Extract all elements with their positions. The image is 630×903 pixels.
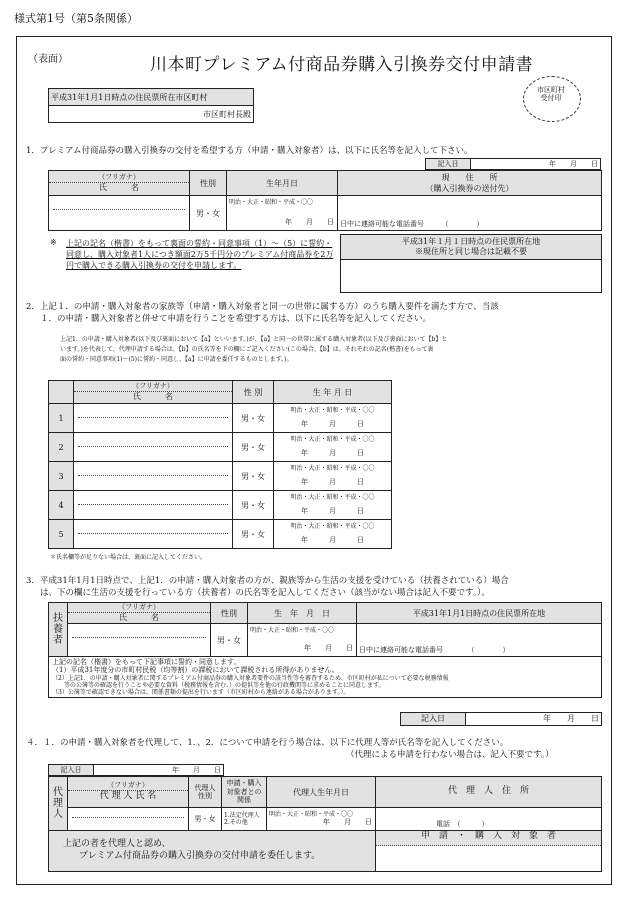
section3-date-value[interactable]: 年 月 日 [466, 713, 602, 726]
form-number: 様式第1号（第5条関係） [14, 12, 138, 25]
section3-table [48, 602, 602, 698]
section1-table [48, 170, 602, 231]
section2-row-furigana-input[interactable] [78, 492, 228, 505]
addressee-box [48, 88, 254, 123]
section2-row-sex-select[interactable]: 男・女 [233, 520, 274, 549]
section1-phone[interactable]: 日中に連絡可能な電話番号 （ ） [340, 219, 484, 228]
section3-date-box [400, 712, 602, 726]
section1-date-label: 記入日 [426, 159, 471, 170]
section3-heading-l1: 3．平成31年1月1日時点で、上記1．の申請・購入対象者の方が、親族等から生活の支援を受けている（扶養されている）場合 [26, 576, 509, 586]
section2-row-furigana-input[interactable] [78, 434, 228, 447]
section2-row-era-options[interactable]: 明治・大正・昭和・平成・〇〇 [290, 465, 375, 473]
section3-note: 等の公簿等の確認を行うことや必要な資料（税務情報を含む。）の提供等を他の行政機関等に求めることに同意します。 [52, 681, 385, 689]
section2-row-number: 1 [49, 404, 74, 433]
section1-note: 上記の記名（楷書）をもって裏面の誓約・同意事項（1）〜（5）に誓約・同意し、購入対象者1人につき額面2万5千円分のプレミアム付商品券を2万円で購入できる購入引換券の交付を申請します。 [66, 239, 334, 270]
section2-heading-l2: １．の申請・購入対象者と併せて申請を行うことを希望する方は、以下に氏名等を記入してください。 [40, 314, 432, 324]
section2-row-number: 2 [49, 433, 74, 462]
side-label: （表面） [28, 54, 68, 65]
section2-note-l2: います。)を代表して、代理申請する場合は、【b】の氏名等を下の欄にご記入ください(この場合、【b】は、それぞれの記名(楷書)をもって裏 [60, 346, 434, 353]
section4-address-header: 代 理 人 住 所 [376, 777, 602, 808]
section2-note-l1: 上記1．の申請・購入対象者(以下及び裏面において【a】といいます。)が、【a】と同一の世帯に属する購入対象者(以下及び裏面において【b】と [60, 336, 448, 343]
section1-sex-select[interactable]: 男・女 [190, 196, 227, 231]
section4-name-input[interactable] [72, 818, 184, 830]
section2-heading-l1: 2．上記１．の申請・購入対象者の家族等（申請・購入対象者と同一の世帯に属する方）のうち購入要件を満たす方で、当該 [26, 302, 499, 312]
section2-note-l3: 面の誓約・同意事項(1)〜(5)に誓約・同意し、【a】に申請を委任するものとします。)。 [60, 356, 293, 363]
section2-name-header: 氏 名 [133, 391, 173, 401]
section1-birth-ymd[interactable]: 年 月 日 [285, 218, 334, 227]
section2-row-number: 4 [49, 491, 74, 520]
section3-note: （1）平成31年度分の市町村民税（均等割）の課税において課税される所得がありません。 [52, 666, 339, 675]
section4-birth-ymd[interactable]: 年 月 日 [323, 818, 372, 827]
section3-date-label: 記入日 [401, 713, 466, 726]
section2-row-name-input[interactable] [78, 476, 228, 490]
section1-date-value[interactable]: 年 月 日 [471, 159, 601, 170]
section4-heading-l2: （代理による申請を行わない場合は、記入不要です。） [346, 750, 554, 760]
section4-furigana-header: （フリガナ） [68, 781, 188, 790]
form-title: 川本町プレミアム付商品券購入引換券交付申請書 [150, 55, 534, 75]
residence-title: 平成31年１月１日時点の住民票所在地 [401, 237, 541, 246]
section4-date-value[interactable]: 年 月 日 [94, 765, 224, 776]
section4-table [48, 776, 602, 872]
section1-furigana-input[interactable] [53, 197, 185, 210]
section1-address-sub: （購入引換券の送付先） [425, 184, 514, 193]
section2-row-name-input[interactable] [78, 505, 228, 519]
section2-row-name-input[interactable] [78, 418, 228, 432]
section2-row-era-options[interactable]: 明治・大正・昭和・平成・〇〇 [290, 436, 375, 444]
section2-row-name-input[interactable] [78, 534, 228, 548]
section3-name-input[interactable] [72, 638, 206, 656]
section2-row-era-options[interactable]: 明治・大正・昭和・平成・〇〇 [290, 494, 375, 502]
residence-input[interactable] [341, 260, 602, 293]
section4-furigana-input[interactable] [72, 809, 184, 818]
section3-residence-header: 平成31年1月1日時点の住民票所在地 [357, 603, 602, 624]
applicant-header: 申 請 ・ 購 入 対 象 者 [376, 831, 601, 846]
section3-name-header: 氏 名 [119, 612, 159, 622]
section1-date-box [425, 158, 601, 170]
section2-furigana-header: （フリガナ） [74, 382, 232, 391]
section2-row-furigana-input[interactable] [78, 463, 228, 476]
section4-relation-header: 申請・購入 対象者との 関係 [222, 777, 267, 808]
section2-table [48, 380, 392, 549]
section2-row-furigana-input[interactable] [78, 405, 228, 418]
section3-birth-ymd[interactable]: 年 月 日 [304, 644, 353, 653]
section2-sex-header: 性 別 [233, 381, 274, 404]
section3-furigana-header: （フリガナ） [68, 603, 210, 612]
section4-birth-header: 代理人生年月日 [267, 777, 376, 808]
section2-footnote: ＊氏名欄等が足りない場合は、裏面に記入してください。 [50, 554, 207, 561]
residence-box [340, 234, 602, 293]
section2-row-sex-select[interactable]: 男・女 [233, 433, 274, 462]
delegation-line2: プレミアム付商品券の購入引換券の交付申請を委任します。 [79, 851, 321, 861]
section1-furigana-header: （フリガナ） [49, 173, 189, 182]
section2-birth-header: 生 年 月 日 [274, 381, 392, 404]
section4-heading-l1: ４．１．の申請・購入対象者を代理して、1．、2．について申請を行う場合は、以下に代理人等が氏名等を記入してください。 [26, 738, 509, 748]
section2-row-ymd[interactable]: 年 月 日 [301, 536, 364, 545]
section2-row-era-options[interactable]: 明治・大正・昭和・平成・〇〇 [290, 523, 375, 531]
section1-address-header: 現 住 所 [441, 173, 498, 182]
addressee-line2: 市区町村長殿 [49, 106, 254, 123]
section1-note-mark: ※ [50, 238, 57, 247]
section4-date-box [48, 764, 224, 776]
section3-phone[interactable]: 日中に連絡可能な電話番号 （ ） [359, 645, 510, 654]
section3-note: （3）公簿等で確認できない場合は、関係書類の提出を行います（市区町村から連絡がある場合があります。）。 [52, 689, 350, 697]
section4-phone[interactable]: 電話 （ ） [436, 819, 489, 828]
section2-row-number: 3 [49, 462, 74, 491]
section3-furigana-input[interactable] [72, 625, 206, 638]
section2-row-sex-select[interactable]: 男・女 [233, 491, 274, 520]
section3-note: 上記の記名（楷書）をもって下記事項に誓約・同意します。 [52, 658, 241, 666]
section2-row-number: 5 [49, 520, 74, 549]
residence-note: ※現住所と同じ場合は記載不要 [415, 247, 527, 256]
section4-date-label: 記入日 [49, 765, 94, 776]
section1-era-options[interactable]: 明治・大正・昭和・平成・〇〇 [229, 199, 314, 207]
section1-name-header: 氏 名 [99, 182, 139, 192]
section3-birth-header: 生 年 月 日 [248, 603, 357, 624]
section4-name-header: 代 理 人 氏 名 [99, 790, 157, 801]
section4-sex-select[interactable]: 男・女 [189, 808, 222, 831]
section4-sex-header: 代理人 性別 [189, 777, 222, 808]
section3-sex-header: 性別 [211, 603, 248, 624]
section2-row-sex-select[interactable]: 男・女 [233, 404, 274, 433]
section3-side-label: 扶養者 [49, 603, 68, 657]
section2-row-name-input[interactable] [78, 447, 228, 461]
section2-row-ymd[interactable]: 年 月 日 [301, 420, 364, 429]
section4-era-options[interactable]: 明治・大正・昭和・平成・〇〇 [269, 811, 354, 819]
section3-note: （2）上記1．の申請・購入対象者に関するプレミアム付商品券の購入対象者要件の該当性等を審査するため、市区町村が私について必要な税務情報 [52, 674, 449, 682]
delegation-line1: 上記の者を代理人と認め、 [63, 839, 171, 850]
section3-era-options[interactable]: 明治・大正・昭和・平成・〇〇 [250, 627, 335, 635]
section2-row-ymd[interactable]: 年 月 日 [301, 449, 364, 458]
section3-heading-l2: は、下の欄に生活の支援を行っている方（扶養者）の氏名等を記入してください（該当がない場合は記入不要です。）。 [40, 588, 490, 598]
section1-heading: 1．プレミアム付商品券の購入引換券の交付を希望する方（申請・購入対象者）は、以下に氏名等を記入して下さい。 [26, 146, 473, 156]
section1-name-input[interactable] [49, 210, 189, 230]
section1-birth-header: 生年月日 [227, 171, 338, 196]
applicant-signature-input[interactable] [376, 846, 601, 870]
section4-relation-options[interactable]: 1.法定代理人 2.その他 [222, 808, 267, 831]
section2-row-era-options[interactable]: 明治・大正・昭和・平成・〇〇 [290, 407, 375, 415]
section2-row-sex-select[interactable]: 男・女 [233, 462, 274, 491]
section2-row-ymd[interactable]: 年 月 日 [301, 507, 364, 516]
addressee-line1: 平成31年1月1日時点の住民票所在市区町村 [49, 89, 254, 106]
reception-stamp-label: 市区町村 受付印 [537, 86, 565, 103]
section1-sex-header: 性別 [190, 171, 227, 196]
section2-row-ymd[interactable]: 年 月 日 [301, 478, 364, 487]
section2-row-furigana-input[interactable] [78, 521, 228, 534]
section4-side-label: 代理人 [49, 777, 68, 831]
section3-sex-select[interactable]: 男・女 [211, 624, 248, 657]
